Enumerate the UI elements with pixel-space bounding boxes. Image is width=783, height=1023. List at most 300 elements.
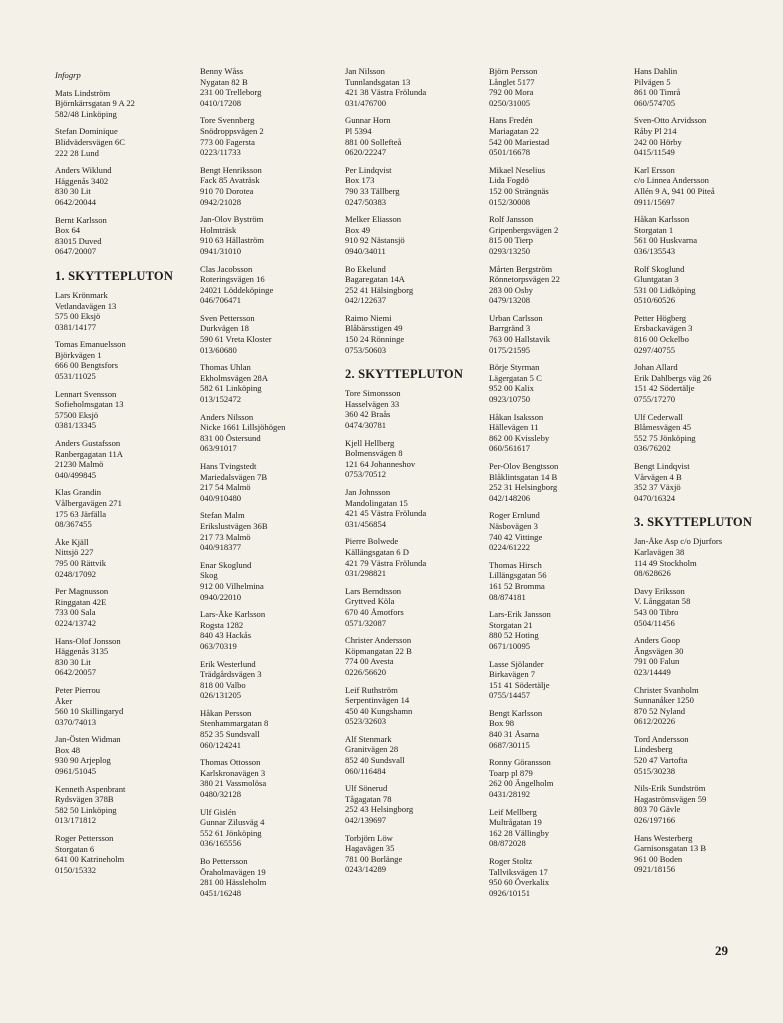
entry-address-line: Lägergatan 5 C [489,372,542,383]
entry-address-line: 870 52 Nyland [634,705,686,716]
entry-address-line: 151 41 Södertälje [489,679,550,690]
address-entry [55,339,195,381]
entry-last-line: 0224/13742 [55,617,97,628]
section-heading: 2. SKYTTEPLUTON [345,367,464,382]
address-entry [345,685,485,727]
entry-last-line: 060/561617 [489,443,531,454]
address-entry [489,165,629,207]
address-entry [55,833,195,875]
entry-address-line: 552 75 Jönköping [634,432,696,443]
entry-address-line: Ersbackavägen 3 [634,323,693,334]
entry-name: Davy Eriksson [634,585,685,596]
entry-name: Anders Nilsson [200,411,254,422]
entry-name: Alf Stenmark [345,733,392,744]
entry-name: Thomas Uhlan [200,362,251,373]
entry-last-line: 0226/56620 [345,666,387,677]
entry-last-line: 0926/10151 [489,887,531,898]
entry-address-line: Tunnlandsgatan 13 [345,76,411,87]
entry-address-line: Fack 85 Avaträsk [200,175,260,186]
address-entry [489,412,629,454]
entry-name: Leif Mellberg [489,806,537,817]
entry-address-line: Nicke 1661 Lillsjöhögen [200,422,286,433]
entry-address-line: 217 54 Malmö [200,482,251,493]
column-3 [345,66,485,882]
entry-address-line: 283 00 Osby [489,284,533,295]
entry-last-line: 08/367455 [55,519,92,530]
address-entry [489,461,629,503]
entry-address-line: Karlavägen 38 [634,546,685,557]
entry-last-line: 040/910480 [200,492,242,503]
entry-name: Lars Berndtsson [345,585,402,596]
entry-last-line: 0941/31010 [200,245,242,256]
address-entry [200,708,340,750]
entry-address-line: 83015 Duved [55,235,102,246]
entry-last-line: 0647/20007 [55,246,97,257]
address-entry [345,165,485,207]
entry-address-line: 520 47 Vartofta [634,755,688,766]
entry-address-line: 242 00 Hörby [634,136,682,147]
entry-address-line: 670 40 Åmotfors [345,606,404,617]
entry-address-line: Gripenbergsvägen 2 [489,224,559,235]
entry-address-line: 150 24 Rönninge [345,334,405,345]
address-entry [634,833,774,875]
entry-last-line: 036/76202 [634,443,671,454]
entry-address-line: Köpmangatan 22 B [345,645,412,656]
entry-address-line: Blåmesvägen 45 [634,422,692,433]
address-entry [200,461,340,503]
entry-name: Thomas Ottosson [200,757,261,768]
entry-address-line: 880 52 Hoting [489,630,539,641]
entry-address-line: Råby Pl 214 [634,125,677,136]
entry-name: Per-Olov Bengtsson [489,461,559,471]
address-entry [634,264,774,306]
entry-last-line: 0224/61222 [489,542,531,553]
entry-address-line: Öraholmavägen 19 [200,866,266,877]
entry-name: Enar Skoglund [200,559,252,570]
entry-last-line: 026/131205 [200,690,242,701]
entry-address-line: Ranbergagatan 11A [55,448,124,459]
entry-name: Lasse Sjölander [489,658,544,669]
entry-address-line: 930 90 Arjeplog [55,755,111,766]
address-entry [489,659,629,701]
entry-name: Jan Nilsson [345,66,385,76]
address-entry [55,685,195,727]
entry-address-line: Hasselvägen 33 [345,398,400,409]
entry-name: Torbjörn Löw [345,832,393,843]
address-entry [55,215,195,257]
entry-last-line: 0243/14289 [345,864,387,875]
entry-address-line: Hällevägen 11 [489,422,539,433]
entry-name: Per Magnusson [55,586,109,597]
entry-name: Mats Lindström [55,87,111,98]
entry-address-line: 380 21 Vassmolösa [200,778,267,789]
address-entry [489,313,629,355]
entry-name: Melker Eliasson [345,214,402,225]
entry-address-line: Näsbovägen 3 [489,520,538,531]
entry-last-line: 0753/70512 [345,469,387,480]
address-entry [55,290,195,332]
entry-last-line: 040/918377 [200,542,242,553]
entry-address-line: 910 70 Dorotea [200,185,254,196]
entry-name: Jan-Åke Asp c/o Djurfors [634,536,723,547]
entry-address-line: 21230 Malmö [55,459,104,470]
entry-name: Sven-Otto Arvidsson [634,115,707,126]
entry-address-line: Blåklintsgatan 14 B [489,471,558,482]
entry-address-line: 830 30 Lit [55,656,91,667]
entry-name: Hans Dahlin [634,66,678,76]
entry-last-line: 031/298821 [345,568,387,579]
entry-last-line: 042/122637 [345,295,387,306]
entry-address-line: Sunnanåker 1250 [634,695,694,706]
entry-last-line: 013/152472 [200,394,242,405]
entry-address-line: 816 00 Ockelbo [634,334,689,345]
address-entry [345,438,485,480]
address-entry [345,783,485,825]
entry-address-line: 952 00 Kalix [489,383,534,394]
address-entry [55,487,195,529]
entry-last-line: 046/706471 [200,295,242,306]
entry-last-line: 0642/20057 [55,667,97,678]
entry-address-line: 773 00 Fagersta [200,136,255,147]
entry-last-line: 0642/20044 [55,196,97,207]
entry-last-line: 0510/60526 [634,295,676,306]
address-entry [489,560,629,602]
entry-name: Bernt Karlsson [55,214,107,225]
entry-name: Petter Högberg [634,312,687,323]
entry-name: Peter Pierrou [55,684,101,695]
entry-last-line: 023/14449 [634,666,671,677]
entry-last-line: 582/48 Linköping [55,108,117,119]
entry-address-line: 641 00 Katrineholm [55,854,125,865]
entry-address-line: 217 73 Malmö [200,531,251,542]
entry-last-line: 0687/30115 [489,739,530,750]
entry-last-line: 0923/10750 [489,394,531,405]
entry-last-line: 0501/16678 [489,147,531,158]
entry-address-line: Mariagatan 22 [489,125,539,136]
address-entry [200,807,340,849]
entry-address-line: Vålbergavägen 271 [55,498,122,508]
column-4 [489,66,629,905]
entry-address-line: Häggenås 3135 [55,646,109,657]
entry-name: Clas Jacobsson [200,263,253,274]
address-entry [634,586,774,628]
entry-last-line: 031/476700 [345,97,387,108]
entry-address-line: 152 00 Strängnäs [489,185,549,196]
entry-address-line: Box 64 [55,225,81,236]
address-entry [345,264,485,306]
entry-name: Bengt Karlsson [489,707,543,718]
entry-address-line: V. Långgatan 58 [634,596,691,607]
column-5 [634,66,774,882]
entry-address-line: 252 31 Helsingborg [489,482,558,493]
entry-last-line: 040/499845 [55,469,97,480]
entry-last-line: 0942/21028 [200,196,242,207]
entry-last-line: 222 28 Lund [55,147,99,158]
entry-address-line: 24021 Löddeköpinge [200,284,274,295]
entry-address-line: 57500 Eksjö [55,409,99,420]
entry-address-line: Hagavägen 35 [345,843,395,854]
address-entry [55,126,195,158]
entry-address-line: 575 00 Eksjö [55,311,101,322]
entry-address-line: Bolmensvägen 8 [345,448,403,459]
entry-name: Roger Ernlund [489,510,540,521]
entry-last-line: 036/135543 [634,245,676,256]
entry-address-line: 151 42 Södertälje [634,383,695,394]
entry-address-line: 774 00 Avesta [345,656,394,667]
entry-name: Johan Allard [634,362,678,373]
entry-address-line: Pl 5394 [345,125,372,136]
entry-last-line: 0515/30238 [634,765,676,776]
entry-last-line: 0961/51045 [55,766,97,777]
entry-address-line: Blåbärsstigen 49 [345,323,403,334]
entry-address-line: Lindesberg [634,744,673,755]
entry-last-line: 013/171812 [55,815,97,826]
address-entry [55,537,195,579]
entry-last-line: 0504/11456 [634,617,675,628]
entry-name: Ulf Sönerud [345,783,388,794]
entry-address-line: 561 00 Huskvarna [634,235,698,246]
entry-name: Hans-Olof Jonsson [55,635,121,646]
address-entry [634,313,774,355]
entry-address-line: 815 00 Tierp [489,235,533,246]
address-entry [55,88,195,120]
entry-last-line: 0150/15332 [55,864,97,875]
entry-last-line: 036/165556 [200,838,242,849]
entry-address-line: Toarp pl 879 [489,767,533,778]
entry-address-line: 531 00 Lidköping [634,284,696,295]
entry-last-line: 0480/32128 [200,789,242,800]
entry-address-line: Vårvägen 4 B [634,471,682,482]
address-entry [55,165,195,207]
entry-last-line: 0451/16248 [200,887,242,898]
entry-name: Pierre Bolwede [345,536,399,547]
entry-name: Bo Ekelund [345,263,386,274]
entry-address-line: 830 30 Lit [55,186,91,197]
entry-name: Hans Westerberg [634,832,693,843]
entry-name: Tomas Emanuelsson [55,339,126,350]
entry-last-line: 0531/11025 [55,371,96,382]
entry-address-line: Box 49 [345,224,371,235]
entry-address-line: 421 38 Västra Frölunda [345,87,427,98]
address-entry [200,165,340,207]
entry-last-line: 08/872028 [489,838,526,849]
address-entry [200,659,340,701]
address-entry [345,586,485,628]
entry-address-line: Multrågatan 19 [489,817,542,828]
entry-address-line: Box 48 [55,744,81,755]
entry-name: Roger Pettersson [55,833,114,844]
address-entry [345,833,485,875]
entry-name: Håkan Persson [200,707,252,718]
entry-last-line: 013/60680 [200,344,237,355]
entry-last-line: 0250/31005 [489,97,531,108]
entry-name: Lars Krönmark [55,289,108,300]
entry-last-line: 0152/30008 [489,196,531,207]
entry-address-line: Häggenås 3402 [55,175,109,186]
entry-name: Kenneth Aspenbrant [55,783,126,794]
entry-address-line: 162 28 Vällingby [489,827,549,838]
entry-address-line: Ringgatan 42E [55,596,107,607]
entry-address-line: 175 63 Järfälla [55,508,107,519]
entry-name: Rolf Skoglund [634,263,685,274]
address-entry [55,586,195,628]
entry-name: Karl Ersson [634,164,675,175]
entry-name: Lars-Erik Jansson [489,609,551,620]
entry-address-line: Tågagatan 78 [345,793,392,804]
address-entry [634,461,774,503]
entry-address-line: 560 10 Skillingaryd [55,706,124,717]
address-entry [200,757,340,799]
address-entry [489,66,629,108]
entry-last-line: 0620/22247 [345,147,387,158]
entry-last-line: 042/139697 [345,815,387,826]
entry-name: Håkan Isaksson [489,411,544,422]
address-entry [200,560,340,602]
entry-address-line: Skog [200,570,218,581]
address-entry [200,856,340,898]
entry-address-line: Box 173 [345,175,375,186]
address-entry [634,635,774,677]
entry-last-line: 0755/17270 [634,394,676,405]
entry-name: Sven Pettersson [200,312,255,323]
entry-address-line: Mandolingatan 15 [345,497,408,508]
entry-address-line: Erik Dahlbergs väg 26 [634,372,712,383]
entry-address-line: 281 00 Hässleholm [200,877,267,888]
entry-last-line: 0940/34011 [345,245,386,256]
entry-last-line: 026/197166 [634,815,676,826]
entry-name: Gunnar Horn [345,115,391,126]
entry-last-line: 0470/16324 [634,492,676,503]
entry-name: Hans Tvingstedt [200,461,257,471]
entry-last-line: 08/628626 [634,568,671,579]
address-entry [345,734,485,776]
entry-name: Anders Gustafsson [55,438,121,449]
entry-address-line: 161 52 Bromma [489,580,545,591]
entry-last-line: 0370/74013 [55,716,97,727]
entry-name: Nils-Erik Sundström [634,783,706,794]
entry-address-line: Nygatan 82 B [200,76,248,87]
entry-address-line: Stenhammargatan 8 [200,718,269,729]
entry-address-line: Karlskronavägen 3 [200,767,266,778]
entry-address-line: Storgatan 6 [55,843,95,854]
page-number: 29 [715,943,728,958]
entry-name: Jan-Olov Byström [200,214,264,225]
entry-last-line: 08/874181 [489,591,526,602]
entry-address-line: Storgatan 1 [634,224,674,235]
entry-name: Börje Styrman [489,362,540,373]
entry-name: Benny Wåss [200,66,244,76]
address-entry [489,757,629,799]
entry-address-line: Björnkärrsgatan 9 A 22 [55,98,135,109]
address-entry [200,313,340,355]
entry-address-line: Garnisonsgatan 13 B [634,843,707,854]
entry-address-line: 831 00 Östersund [200,432,261,443]
entry-name: Christer Svanholm [634,684,699,695]
address-entry [634,362,774,404]
entry-address-line: 740 42 Vittinge [489,531,543,542]
entry-address-line: 543 00 Tibro [634,606,679,617]
entry-name: Roger Stoltz [489,856,533,866]
entry-name: Anders Wiklund [55,165,112,176]
entry-address-line: Hagaströmsvägen 59 [634,793,707,804]
entry-address-line: 252 41 Hälsingborg [345,284,414,295]
address-entry [200,609,340,651]
entry-last-line: 0381/13345 [55,420,97,431]
entry-address-line: 542 00 Mariestad [489,136,550,147]
entry-name: Leif Ruthström [345,684,398,695]
entry-last-line: 0381/14177 [55,321,97,332]
entry-name: Jan-Östen Widman [55,734,121,745]
entry-address-line: 590 61 Vreta Kloster [200,334,272,345]
entry-name: Lennart Svensson [55,388,117,399]
entry-address-line: Barrgränd 3 [489,323,531,334]
address-entry [489,510,629,552]
entry-name: Rolf Jansson [489,214,534,225]
entry-last-line: 042/148206 [489,492,531,503]
entry-address-line: 666 00 Bengtsfors [55,360,119,371]
entry-last-line: 0293/13250 [489,245,531,256]
entry-address-line: Ekholmsvägen 28A [200,372,269,383]
entry-address-line: 421 79 Västra Frölunda [345,557,427,568]
entry-name: Mikael Neselius [489,164,546,175]
entry-address-line: 840 43 Hackås [200,630,252,641]
entry-address-line: Storgatan 21 [489,619,533,630]
entry-address-line: 114 49 Stockholm [634,557,697,568]
entry-last-line: 0753/50603 [345,344,387,355]
entry-address-line: Lillängsgatan 56 [489,570,547,581]
entry-name: Stefan Malm [200,510,245,521]
address-entry [55,734,195,776]
entry-last-line: 0571/32087 [345,617,387,628]
address-entry [634,214,774,256]
section-heading: 1. SKYTTEPLUTON [55,268,174,283]
entry-name: Bengt Henriksson [200,164,262,175]
address-entry [345,214,485,256]
entry-name: Bo Pettersson [200,856,248,866]
entry-last-line: 0523/32603 [345,716,387,727]
address-entry [489,609,629,651]
entry-name: Ulf Cederwall [634,411,683,422]
entry-address-line: 121 64 Johanneshov [345,458,416,469]
entry-name: Tore Svennberg [200,115,255,126]
entry-address-line: Bagaregatan 14A [345,274,405,285]
entry-address-line: 582 61 Linköping [200,383,262,394]
entry-last-line: 0479/13208 [489,295,531,306]
address-entry [634,412,774,454]
address-entry [634,685,774,727]
entry-last-line: 060/124241 [200,739,242,750]
address-entry [489,214,629,256]
address-entry [634,734,774,776]
entry-last-line: 0247/50383 [345,196,387,207]
intro-label: Infogrp [55,70,81,80]
entry-last-line: 0431/28192 [489,789,531,800]
address-entry [200,412,340,454]
entry-address-line: 910 63 Hällaström [200,235,264,246]
entry-address-line: Durkvägen 18 [200,323,249,334]
entry-last-line: 063/91017 [200,443,237,454]
address-entry [634,115,774,157]
address-entry [200,362,340,404]
entry-last-line: 0415/11549 [634,147,675,158]
address-entry [200,115,340,157]
entry-last-line: 0755/14457 [489,690,531,701]
entry-address-line: Björkvägen 1 [55,349,102,360]
entry-last-line: 060/574705 [634,97,676,108]
entry-last-line: 0911/15697 [634,196,675,207]
entry-name: Anders Goop [634,635,681,646]
address-entry [200,264,340,306]
